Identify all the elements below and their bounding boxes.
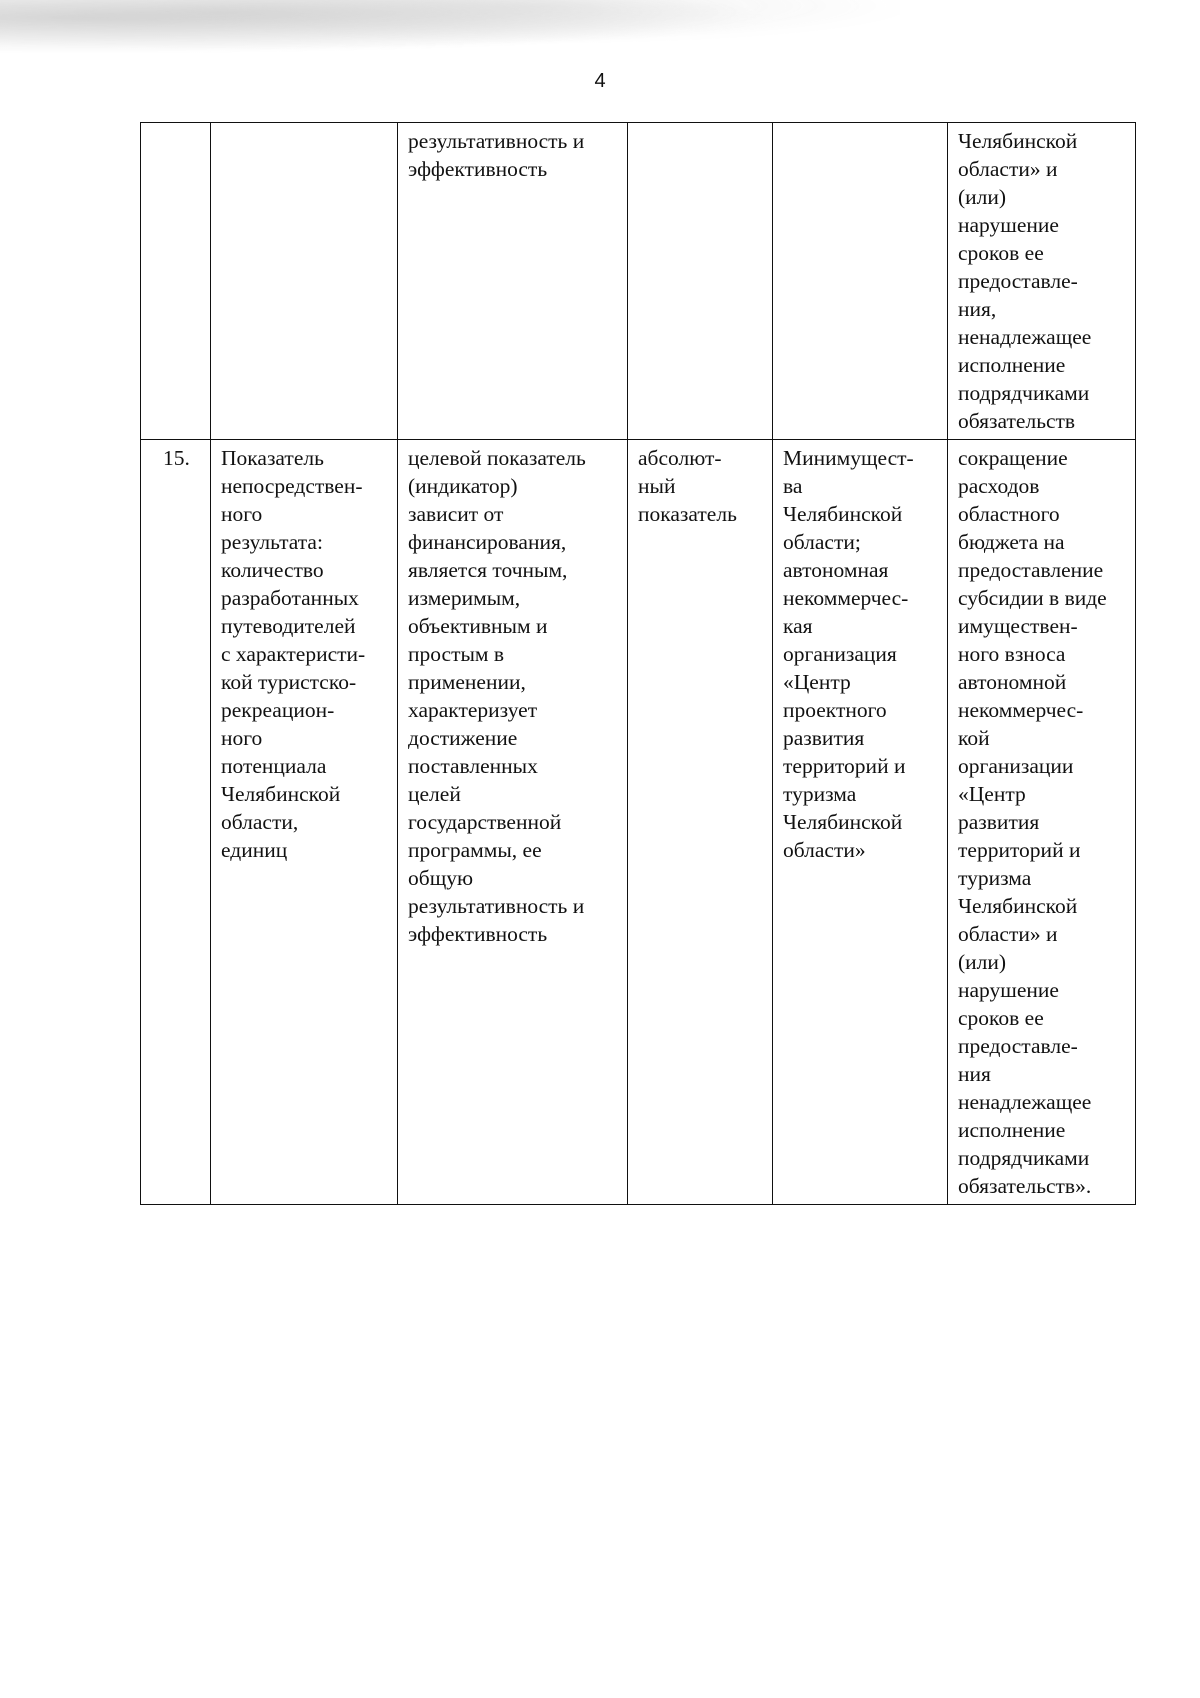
description-cell: целевой показатель (индикатор) зависит от финансирования, является точным, измеримым, объективным и простым в применении, характеризует достижение поставленных целей государственной программы, ее общую результативность и эффективность [398,440,628,1205]
indicator-type-cell: абсолют- ный показатель [628,440,773,1205]
indicator-type-cell [628,123,773,440]
indicators-table [140,122,1136,1205]
consequence-cell: Челябинской области» и (или) нарушение сроков ее предоставле- ния, ненадлежащее исполнение подрядчиками обязательств [948,123,1136,440]
scan-artifact [0,0,900,60]
table-row [141,440,1136,1205]
page-number: 4 [594,70,606,92]
row-number-cell: 15. [141,440,211,1205]
row-number-cell [141,123,211,440]
table-row [141,123,1136,440]
indicator-cell: Показатель непосредствен- ного результата: количество разработанных путеводителей с характеристи- кой туристско- рекреацион- ного потенциала Челябинской области, единиц [211,440,398,1205]
responsible-cell [773,123,948,440]
consequence-cell: сокращение расходов областного бюджета на предоставление субсидии в виде имуществен- ного взноса автономной некоммерчес- кой организации «Центр развития территорий и туризма Челябинской области» и (или) нарушение сроков ее предоставле- ния ненадлежащее исполнение подрядчиками обязательств». [948,440,1136,1205]
description-cell: результативность и эффективность [398,123,628,440]
indicator-cell [211,123,398,440]
responsible-cell: Минимущест- ва Челябинской области; автономная некоммерчес- кая организация «Центр проектного развития территорий и туризма Челябинской области» [773,440,948,1205]
